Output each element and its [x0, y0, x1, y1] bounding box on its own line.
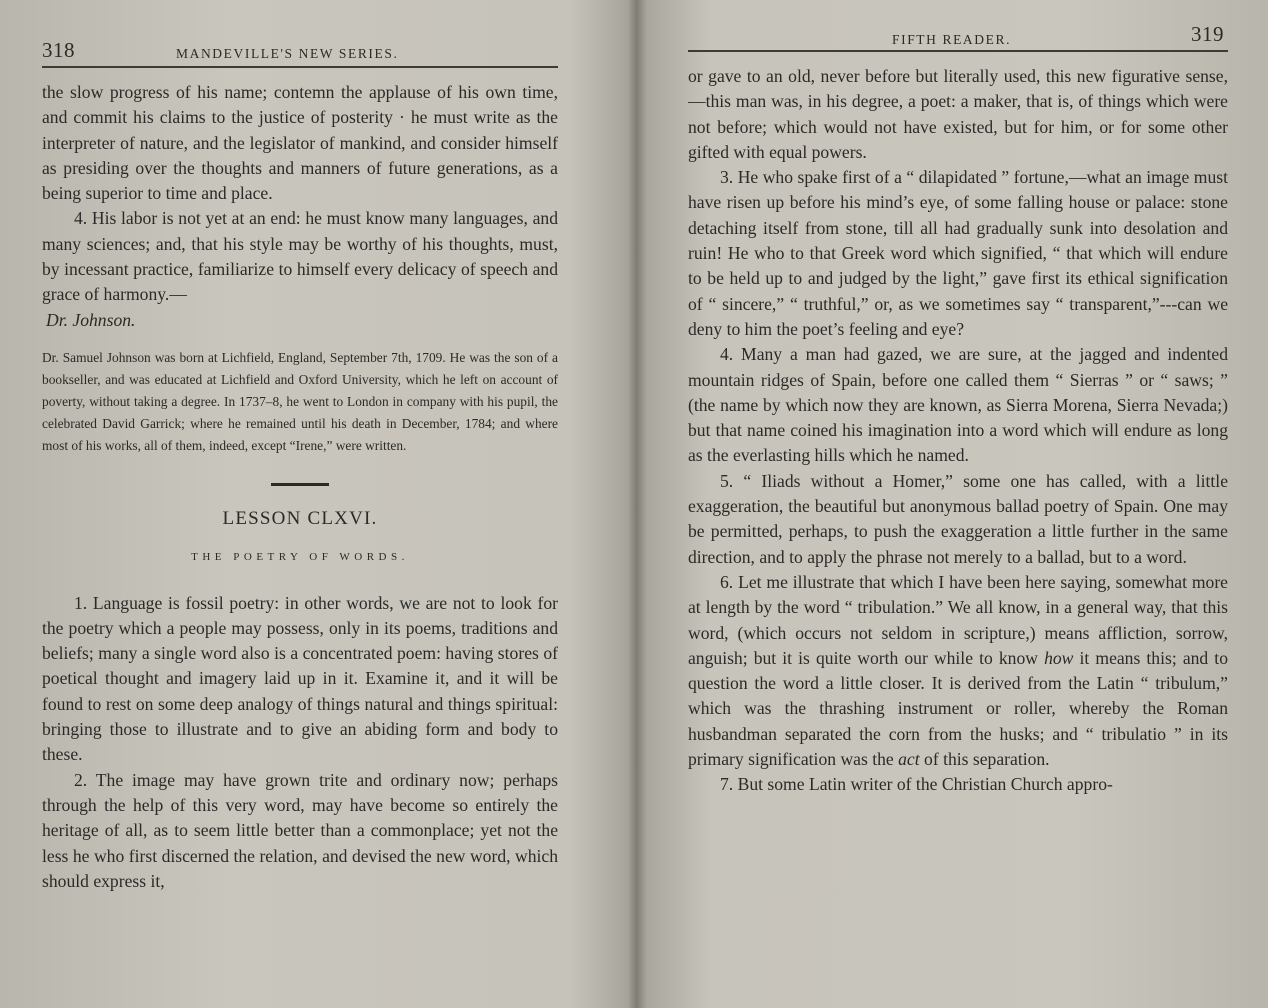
section-separator [271, 483, 329, 486]
paragraph-4-left: 4. His labor is not yet at an end: he must know many languages, and many sciences; and, that his style may be worthy of his thoughts, must, by incessant practice, familiarize to himself every delicacy of speech and grace of harmony.— [42, 208, 558, 305]
header-rule-right [688, 50, 1228, 52]
continuation-paragraph-right: or gave to an old, never before but literally used, this new figurative sense,—this man was, in his degree, a poet: a maker, that is, of things which were not before; which would not have existed, but for him, or for some other gifted with equal powers. [688, 66, 1228, 162]
paragraph-6-part-1: 6. Let me illustrate that which I have been here saying, somewhat more at length by the word “ tribulation.” We all know, in a general way, that this word, (which occurs not seldom in scripture,) means affliction, sorrow, anguish; but it is quite worth our while to know [688, 571, 1228, 668]
emphasis-how: how [1044, 647, 1074, 668]
paragraph-5: 5. “ Iliads without a Homer,” some one has called, with a little exaggeration, the beautiful but anonymous ballad poetry of Spain. One may be permitted, perhaps, to push the exaggeration a little further in the same direction, and to apply the phrase not merely to a ballad, but to a word. [688, 470, 1228, 567]
running-head-title-right: FIFTH READER. [892, 32, 1012, 47]
page-number-left: 318 [42, 38, 75, 62]
right-page [688, 0, 1228, 1008]
paragraph-6-part-2: it means this; and to question the word a little closer. It is derived from the Latin “ tribulum,” which was the thrashing instrument or roller, whereby the Roman husbandman separated the corn from the husks; and “ tribulatio ” in its primary signification was the [688, 647, 1228, 770]
continuation-paragraph: the slow progress of his name; contemn the applause of his own time, and commit his claims to the justice of posterity · he must write as the interpreter of nature, and the legislator of mankind, and consider himself as presiding over the thoughts and manners of future generations, as a being superior to time and place. [42, 82, 558, 204]
page-number-right: 319 [1191, 22, 1224, 46]
left-page-body [42, 80, 558, 894]
left-page [42, 0, 558, 1008]
emphasis-act: act [898, 749, 920, 770]
header-rule-left [42, 66, 558, 68]
paragraph-7: 7. But some Latin writer of the Christian Church appro- [720, 774, 1113, 795]
paragraph-4-right: 4. Many a man had gazed, we are sure, at the jagged and indented mountain ridges of Spain, before one called them “ Sierras ” or “ saws; ” (the name by which now they are known, as Sierra Morena, Sierra Nevada;) but that name coined his imagination into a word which will endure as long as the everlasting hills which he named. [688, 344, 1228, 466]
paragraph-2: 2. The image may have grown trite and ordinary now; perhaps through the help of this very word, may have become so entirely the heritage of all, as to seem little better than a commonplace; yet not the less he who first discerned the relation, and devised the new word, which should express it, [42, 769, 558, 891]
lesson-title: LESSON CLXVI. [222, 507, 378, 529]
lesson-subtitle: THE POETRY OF WORDS. [191, 551, 409, 564]
paragraph-3: 3. He who spake first of a “ dilapidated ” fortune,—what an image must have risen up before his mind’s eye, of some falling house or palace: stone detaching itself from stone, till all had gradually sunk into desolation and ruin! He who to that Greek word which signified, “ that which will endure to be held up to and judged by the light,” gave first its ethical signification of “ sincere,” “ truthful,” or, as we sometimes say “ transparent,”---can we deny to him the poet’s feeling and eye? [688, 167, 1228, 339]
paragraph-6-part-3: of this separation. [924, 749, 1050, 770]
author-signature: Dr. Johnson. [46, 309, 136, 330]
left-running-head [42, 38, 558, 68]
right-page-body [688, 64, 1228, 798]
paragraph-1: 1. Language is fossil poetry: in other words, we are not to look for the poetry which a people may possess, only in its poems, traditions and beliefs; many a single word also is a concentrated poem: having stores of poetical thought and imagery laid up in it. Examine it, and it will be found to rest on some deep analogy of things natural and things spiritual: bringing those to illustrate and to give an abiding form and body to these. [42, 592, 558, 765]
biographical-note: Dr. Samuel Johnson was born at Lichfield, England, September 7th, 1709. He was the son of a bookseller, and was educated at Lichfield and Oxford University, which he left on account of poverty, without taking a degree. In 1737–8, he went to London in company with his pupil, the celebrated David Garrick; where he remained until his death in December, 1784; and where most of his works, all of them, indeed, except “Irene,” were written. [42, 349, 558, 453]
running-head-title-left: MANDEVILLE'S NEW SERIES. [176, 46, 399, 61]
paragraph-6 [688, 570, 1228, 772]
